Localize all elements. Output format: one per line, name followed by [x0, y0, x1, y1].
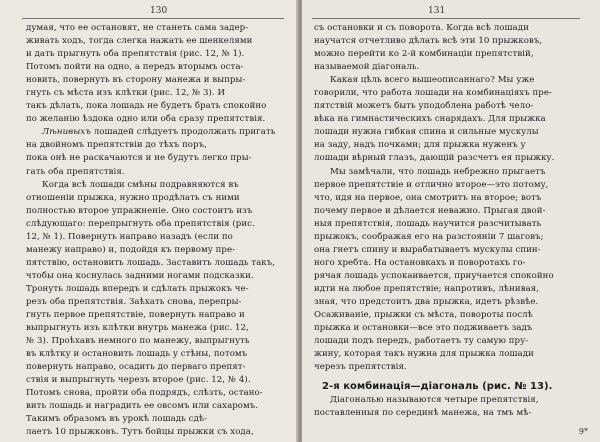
text-line: и дать прыгнуть оба препятствія (рис. 12, № 1).	[26, 49, 245, 60]
text-line: называемой діагональ.	[314, 62, 420, 73]
text-line: резъ оба препятствія. Заѣхать снова, перепры-	[26, 296, 242, 307]
text-line: Тронуть лошадь впередъ и сдѣлать прыжокъ че-	[26, 283, 249, 294]
text-line: она гнетъ спину и вырабатываетъ мускулы спин-	[314, 244, 541, 255]
text-line: лошади вѣрный глазъ, дающій разсчетъ ея прыжку.	[314, 153, 555, 164]
text-line: живать ходъ, тогда слегка нажать ее шенкелями	[26, 36, 253, 47]
text-line: лошади нужна гибкая спина и сильные мускулы	[314, 127, 539, 138]
text-line: что, идя на первое, она смотритъ на второе; вотъ	[314, 192, 542, 203]
right-page-text	[314, 22, 584, 420]
text-line: поставленныя по серединѣ манежа, на тмъ мѣ-	[314, 408, 532, 419]
text-line: такъ дѣлать, пока лошадь не будетъ брать спокойно	[26, 101, 267, 112]
text-line: гать оба препятствія.	[26, 166, 125, 177]
text-line: Лѣнивыхъ лошадей слѣдуетъ продолжать пригать	[42, 127, 276, 138]
text-line: прыжка и остановки—все это подживаетъ задъ	[314, 323, 533, 334]
text-line: въ клѣтку и остановить лошадь у стѣны, потомъ	[26, 349, 248, 360]
text-line: почему первое и дѣлается неважно. Прыгая двой-	[314, 205, 546, 216]
text-line: научатся отчетливо дѣлать всѣ эти 10 прыжковъ,	[314, 36, 543, 47]
text-line: гнуть первое препятствіе, повернуть направо и	[26, 310, 245, 321]
text-line: слѣдующаго: перепрыгнуть оба препятствія (рис.	[26, 218, 255, 229]
text-line: новить, повернуть въ сторону манежа и выпры-	[26, 75, 246, 86]
text-line: Діагональю называются четыре препятствія,	[330, 395, 539, 406]
right-page	[302, 0, 600, 442]
text-line: на заду, надъ почками; для прыжка нуженъ у	[314, 140, 526, 151]
text-line: Мы замѣчали, что лошадь небрежно прыгаетъ	[330, 166, 546, 177]
text-line: прыжокъ, соображая его на разстояніи 7 шаговъ;	[314, 231, 544, 242]
text-line: на двойномъ препятствіи до тѣхъ поръ,	[26, 140, 207, 151]
text-line: гнуть съ мѣста изъ клѣтки (рис. 12, № 3). И	[26, 88, 226, 99]
text-line: пятствію, остановить лошадь. Заставить лошадь такъ,	[26, 257, 276, 268]
text-line: идти на любое препятствіе; напротивъ, лѣнивая,	[314, 283, 540, 294]
text-line: вѣка на гимнастическихъ снарядахъ. Для прыжка	[314, 114, 546, 125]
text-line: лаетъ 10 прыжковъ. Тутъ бойцы прыжки съ хода,	[26, 427, 254, 438]
text-line: 12, № 1). Повернуть направо назадъ (если по	[26, 231, 233, 242]
left-page	[0, 0, 298, 442]
left-header-rule	[22, 18, 284, 19]
text-line: Когда всѣ лошади смѣны подравняются въ	[42, 179, 239, 190]
text-line: Потомъ пойти на одно, а передъ вторымъ оста-	[26, 62, 244, 73]
text-line: Осаживаніе, прыжки съ мѣста, повороты послѣ	[314, 310, 533, 321]
text-line: съ остановки и съ поворота. Когда всѣ лошади	[314, 23, 529, 33]
text-line: Такимъ образомъ въ урокѣ лошадь сдѣ-	[26, 414, 208, 425]
left-page-number: 130	[150, 6, 168, 16]
signature-mark: 9*	[578, 427, 588, 436]
text-line: ствія и выпрыгнуть черезъ второе (рис. 12, № 4).	[26, 375, 251, 386]
text-line: чтобы она коснулась задними ногами подсказки.	[26, 270, 254, 281]
text-line: жину, которая такъ нужна для прыжка лошади	[314, 349, 534, 360]
text-line: № 3). Проѣхавъ немного по манежу, выпрыгнуть	[26, 336, 250, 347]
text-line: рячая лошадь успокаивается, приучается спокойно	[314, 270, 554, 281]
text-line: манежу направо) и, подойдя къ первому пре-	[26, 244, 236, 255]
text-line: повернуть направо, осадить до перваго препят-	[26, 362, 246, 373]
text-line: ного хребта. На остановкахъ и поворотахъ го-	[314, 257, 526, 268]
text-line: ныя препятствія, лошадь научится разсчитывать	[314, 218, 542, 229]
text-line: полностью второе упражненіе. Оно состоитъ изъ	[26, 205, 253, 216]
text-line: Потомъ снова, пройти оба подрядъ, слѣзть, остано-	[26, 388, 263, 399]
text-line: отношеніи прыжка, нужно продѣлать съ ними	[26, 192, 240, 203]
text-line: первое препятствіе и отлично второе—это потому,	[314, 179, 549, 190]
text-line: черезъ препятствія.	[314, 362, 407, 373]
text-line: думая, что ее остановят, не станеть сама задер-	[26, 23, 249, 33]
text-line: можно перейти ко 2-й комбинаціи препятствій,	[314, 49, 534, 60]
left-page-text	[26, 22, 284, 440]
text-line: лошади подъ передъ, работаетъ ту самую пру-	[314, 336, 529, 347]
text-line: вить лошадь и наградить ее овсомъ или сахаромъ.	[26, 401, 259, 412]
text-line: пока онѣ не раскачаются и не будутъ легко пры-	[26, 153, 252, 164]
text-line: выпрыгнуть изъ клѣтки внутрь манежа (рис. 12,	[26, 323, 249, 334]
text-line: зная, что предстоитъ два прыжка, идетъ рѣзвѣе.	[314, 296, 539, 307]
right-header-rule	[312, 18, 580, 19]
text-line: говорили, что работа лошади на комбинаціяхъ пре-	[314, 88, 552, 99]
section-heading: 2-я комбинація—діагональ (рис. № 13).	[322, 381, 553, 393]
text-line: Какая цѣль всего вышеописаннаго? Мы уже	[330, 75, 535, 86]
text-line: по желанію ѣздока одно или оба сразу препятствія.	[26, 114, 266, 125]
text-line: пятствій можетъ быть уподоблена работѣ чело-	[314, 101, 534, 112]
right-page-number: 131	[428, 6, 446, 16]
